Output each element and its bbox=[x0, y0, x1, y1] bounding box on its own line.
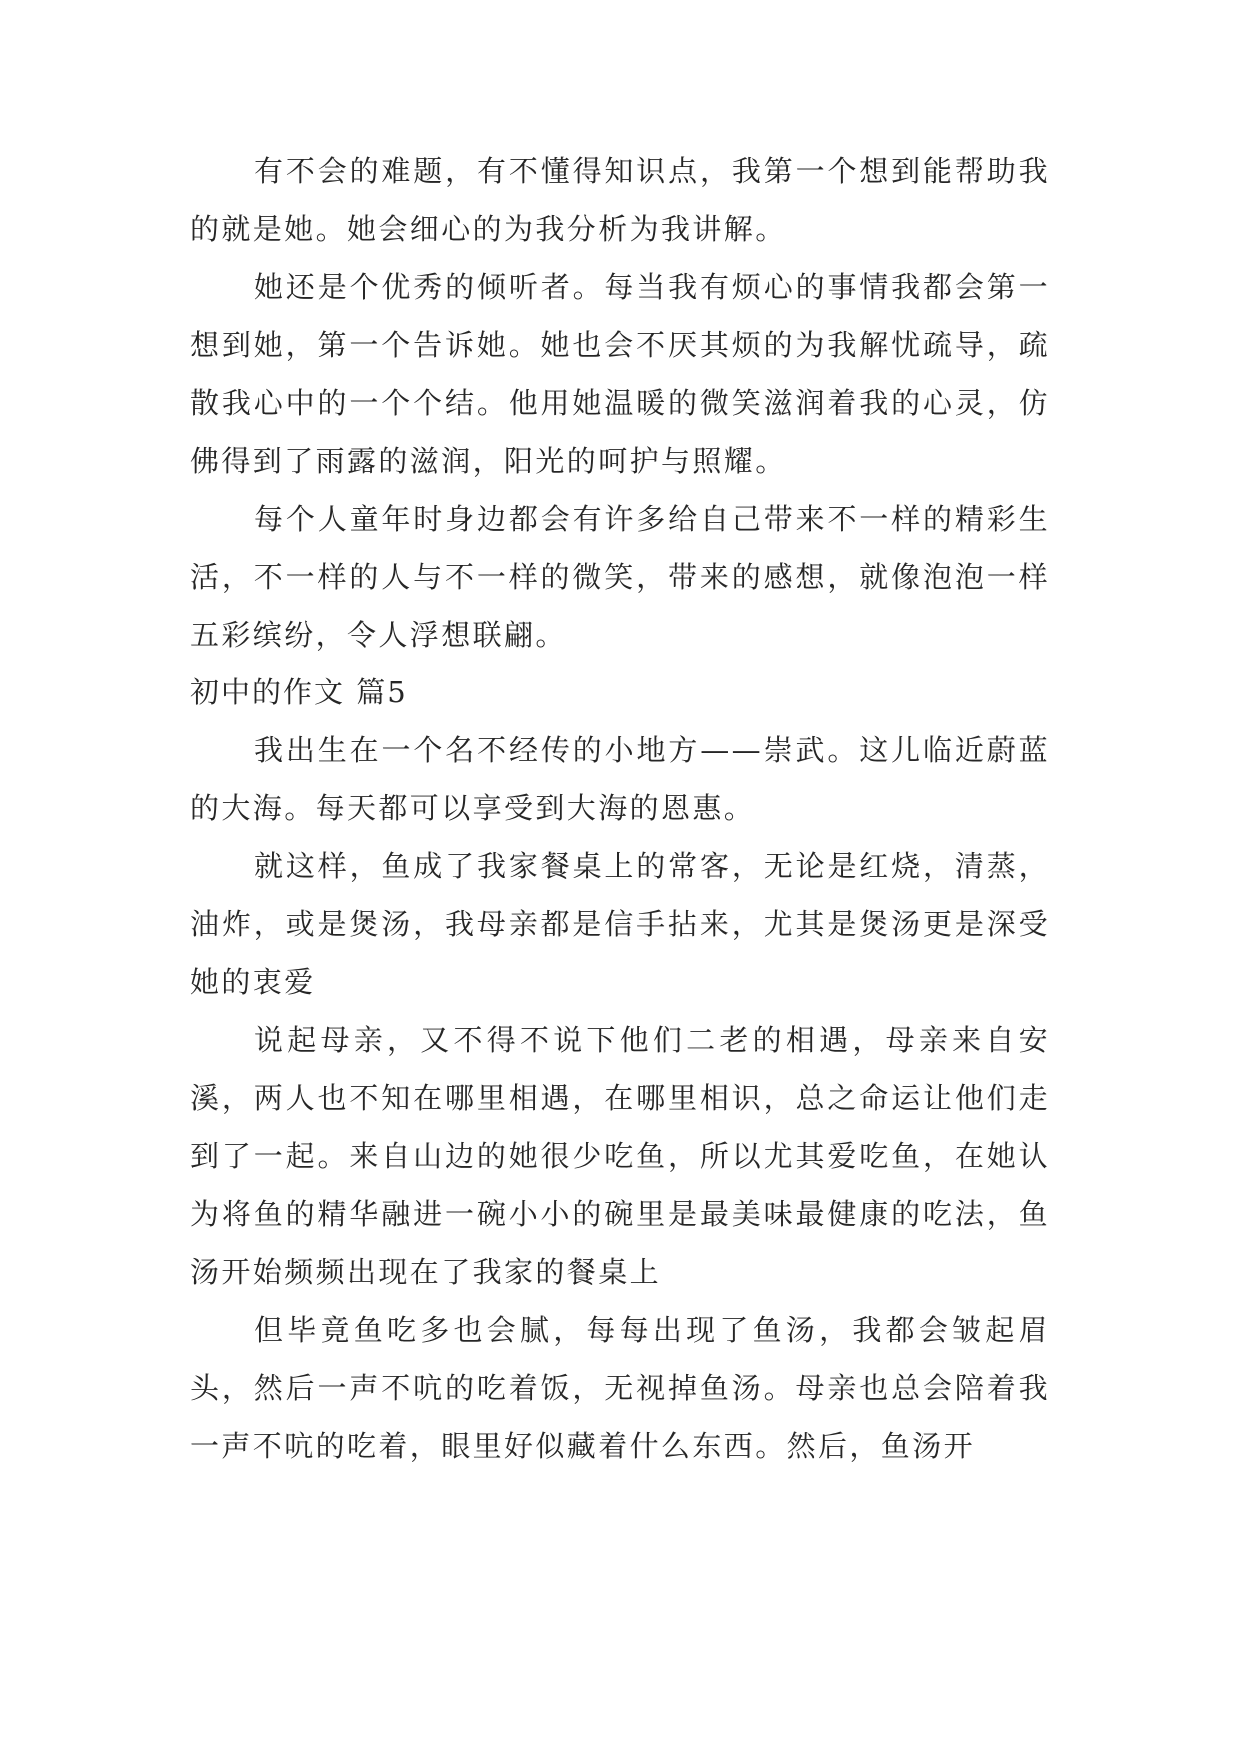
paragraph-good-listener: 她还是个优秀的倾听者。每当我有烦心的事情我都会第一想到她，第一个告诉她。她也会不厌其烦的为我解忧疏导，疏散我心中的一个个结。他用她温暖的微笑滋润着我的心灵，仿佛得到了雨露的滋润，阳光的呵护与照耀。 bbox=[190, 270, 1050, 478]
paragraph-fish-soup: 但毕竟鱼吃多也会腻，每每出现了鱼汤，我都会皱起眉头，然后一声不吭的吃着饭，无视掉鱼汤。母亲也总会陪着我一声不吭的吃着，眼里好似藏着什么东西。然后，鱼汤开 bbox=[190, 1313, 1050, 1463]
paragraph-childhood-bubbles: 每个人童年时身边都会有许多给自己带来不一样的精彩生活，不一样的人与不一样的微笑，带来的感想，就像泡泡一样五彩缤纷，令人浮想联翩。 bbox=[190, 502, 1050, 652]
paragraph-parents-meeting: 说起母亲，又不得不说下他们二老的相遇，母亲来自安溪，两人也不知在哪里相遇，在哪里相识，总之命运让他们走到了一起。来自山边的她很少吃鱼，所以尤其爱吃鱼，在她认为将鱼的精华融进一碗小小的碗里是最美味最健康的吃法，鱼汤开始频频出现在了我家的餐桌上 bbox=[190, 1023, 1050, 1289]
paragraph-difficult-problems: 有不会的难题，有不懂得知识点，我第一个想到能帮助我的就是她。她会细心的为我分析为我讲解。 bbox=[190, 154, 1050, 246]
paragraph-birthplace: 我出生在一个名不经传的小地方——崇武。这儿临近蔚蓝的大海。每天都可以享受到大海的恩惠。 bbox=[190, 733, 1050, 825]
paragraph-fish-dishes: 就这样，鱼成了我家餐桌上的常客，无论是红烧，清蒸，油炸，或是煲汤，我母亲都是信手拈来，尤其是煲汤更是深受她的衷爱 bbox=[190, 849, 1050, 999]
essay-title: 初中的作文 篇5 bbox=[190, 675, 408, 709]
